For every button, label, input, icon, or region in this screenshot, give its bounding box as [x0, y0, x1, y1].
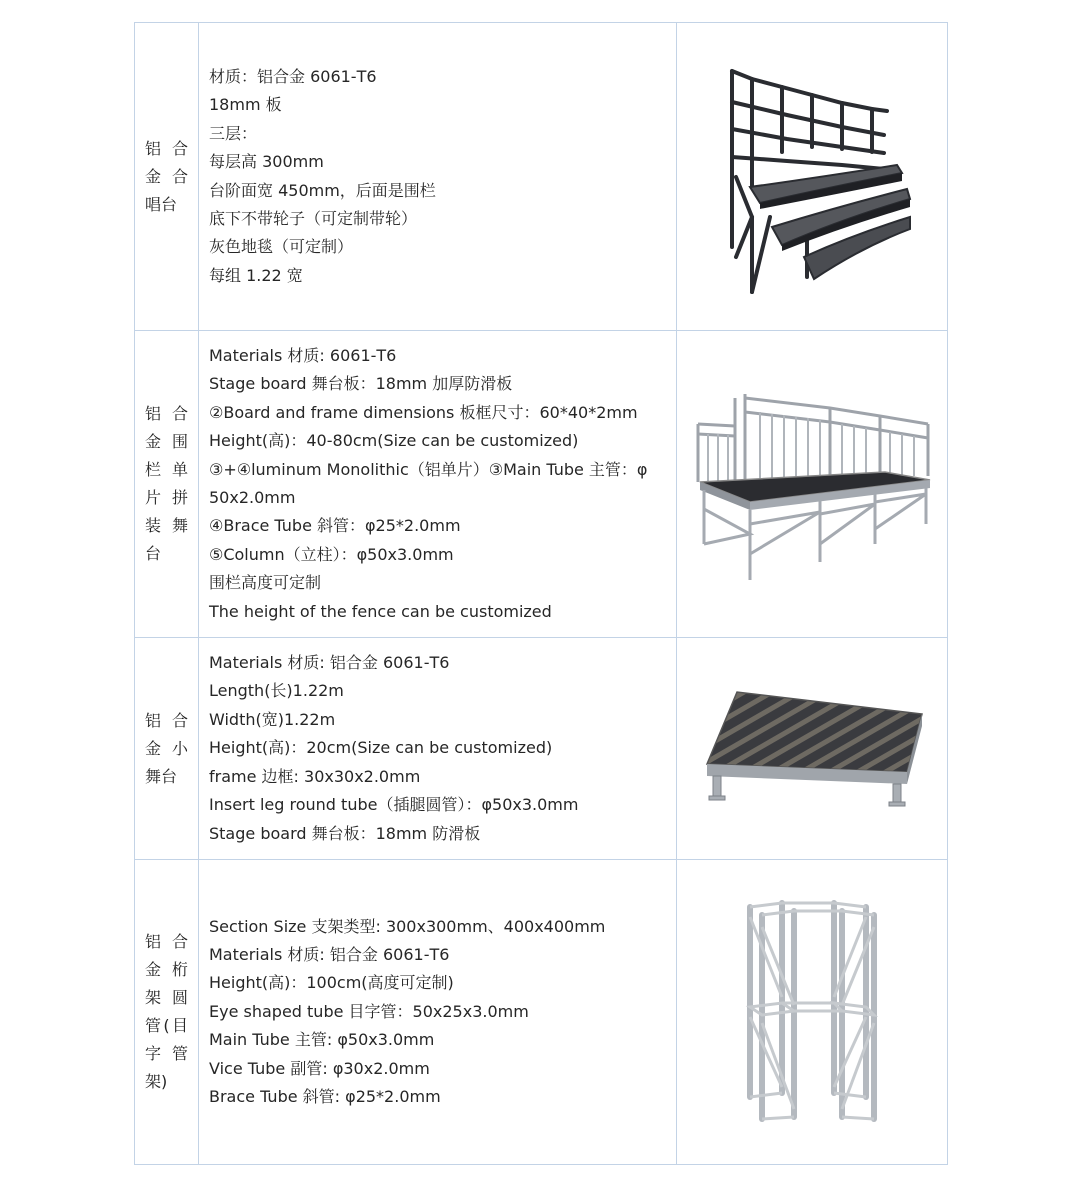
- spec-line: 底下不带轮子（可定制带轮）: [209, 208, 418, 228]
- product-image: [677, 860, 948, 1165]
- product-image: [677, 331, 948, 638]
- product-name: 铝 合 金 小 舞台: [135, 638, 199, 860]
- spec-line: Height(高)：40-80cm(Size can be customized): [209, 431, 579, 451]
- spec-line: Stage board 舞台板：18mm 防滑板: [209, 823, 481, 843]
- spec-line: ⑤Column（立柱）：φ50x3.0mm: [209, 544, 454, 564]
- spec-line: Length(长)1.22m: [209, 681, 344, 701]
- spec-line: 围栏高度可定制: [209, 573, 322, 593]
- choir-riser-icon: [712, 57, 912, 297]
- table-row: [135, 331, 948, 638]
- spec-line: ②Board and frame dimensions 板框尺寸：60*40*2mm: [209, 402, 638, 422]
- table-row: [135, 23, 948, 331]
- spec-line: frame 边框: 30x30x2.0mm: [209, 766, 421, 786]
- spec-line: Main Tube 主管: φ50x3.0mm: [209, 1030, 435, 1050]
- small-stage-icon: [697, 684, 927, 814]
- table-row: [135, 860, 948, 1165]
- product-specs: [199, 638, 677, 860]
- spec-line: 灰色地毯（可定制）: [209, 237, 354, 257]
- spec-line: Section Size 支架类型: 300x300mm、400x400mm: [209, 916, 606, 936]
- table-row: [135, 638, 948, 860]
- product-specs: [199, 860, 677, 1165]
- spec-table: [134, 22, 948, 1165]
- spec-line: Materials 材质: 铝合金 6061-T6: [209, 653, 450, 673]
- spec-line: 台阶面宽 450mm，后面是围栏: [209, 180, 436, 200]
- spec-line: Stage board 舞台板：18mm 加厚防滑板: [209, 374, 513, 394]
- spec-line: Materials 材质: 6061-T6: [209, 345, 397, 365]
- spec-line: 材质：铝合金 6061-T6: [209, 66, 377, 86]
- spec-line: Insert leg round tube（插腿圆管）：φ50x3.0mm: [209, 795, 579, 815]
- spec-line: 每层高 300mm: [209, 152, 324, 172]
- product-specs: [199, 331, 677, 638]
- spec-line: Height(高)：20cm(Size can be customized): [209, 738, 553, 758]
- spec-line: Width(宽)1.22m: [209, 709, 336, 729]
- spec-line: 每组 1.22 宽: [209, 265, 303, 285]
- fenced-stage-icon: [690, 384, 934, 584]
- product-name: 铝 合 金 合 唱台: [135, 23, 199, 331]
- product-image: [677, 638, 948, 860]
- product-name: 铝 合 金 围 栏 单 片 拼 装 舞 台: [135, 331, 199, 638]
- spec-line: Brace Tube 斜管: φ25*2.0mm: [209, 1087, 441, 1107]
- product-specs: [199, 23, 677, 331]
- spec-line: Eye shaped tube 目字管：50x25x3.0mm: [209, 1001, 529, 1021]
- spec-line: Height(高)：100cm(高度可定制): [209, 973, 454, 993]
- spec-line: Materials 材质: 铝合金 6061-T6: [209, 944, 450, 964]
- spec-line: 三层：: [209, 123, 258, 143]
- spec-line: 18mm 板: [209, 95, 282, 115]
- spec-line: ④Brace Tube 斜管：φ25*2.0mm: [209, 516, 461, 536]
- product-name: 铝 合 金 桁 架 圆 管(目 字 管 架): [135, 860, 199, 1165]
- truss-icon: [742, 897, 882, 1127]
- spec-line: Vice Tube 副管: φ30x2.0mm: [209, 1058, 430, 1078]
- spec-line: The height of the fence can be customized: [209, 601, 552, 621]
- spec-line: ③+④luminum Monolithic（铝单片）③Main Tube 主管：φ 50x2.0mm: [209, 459, 648, 507]
- product-image: [677, 23, 948, 331]
